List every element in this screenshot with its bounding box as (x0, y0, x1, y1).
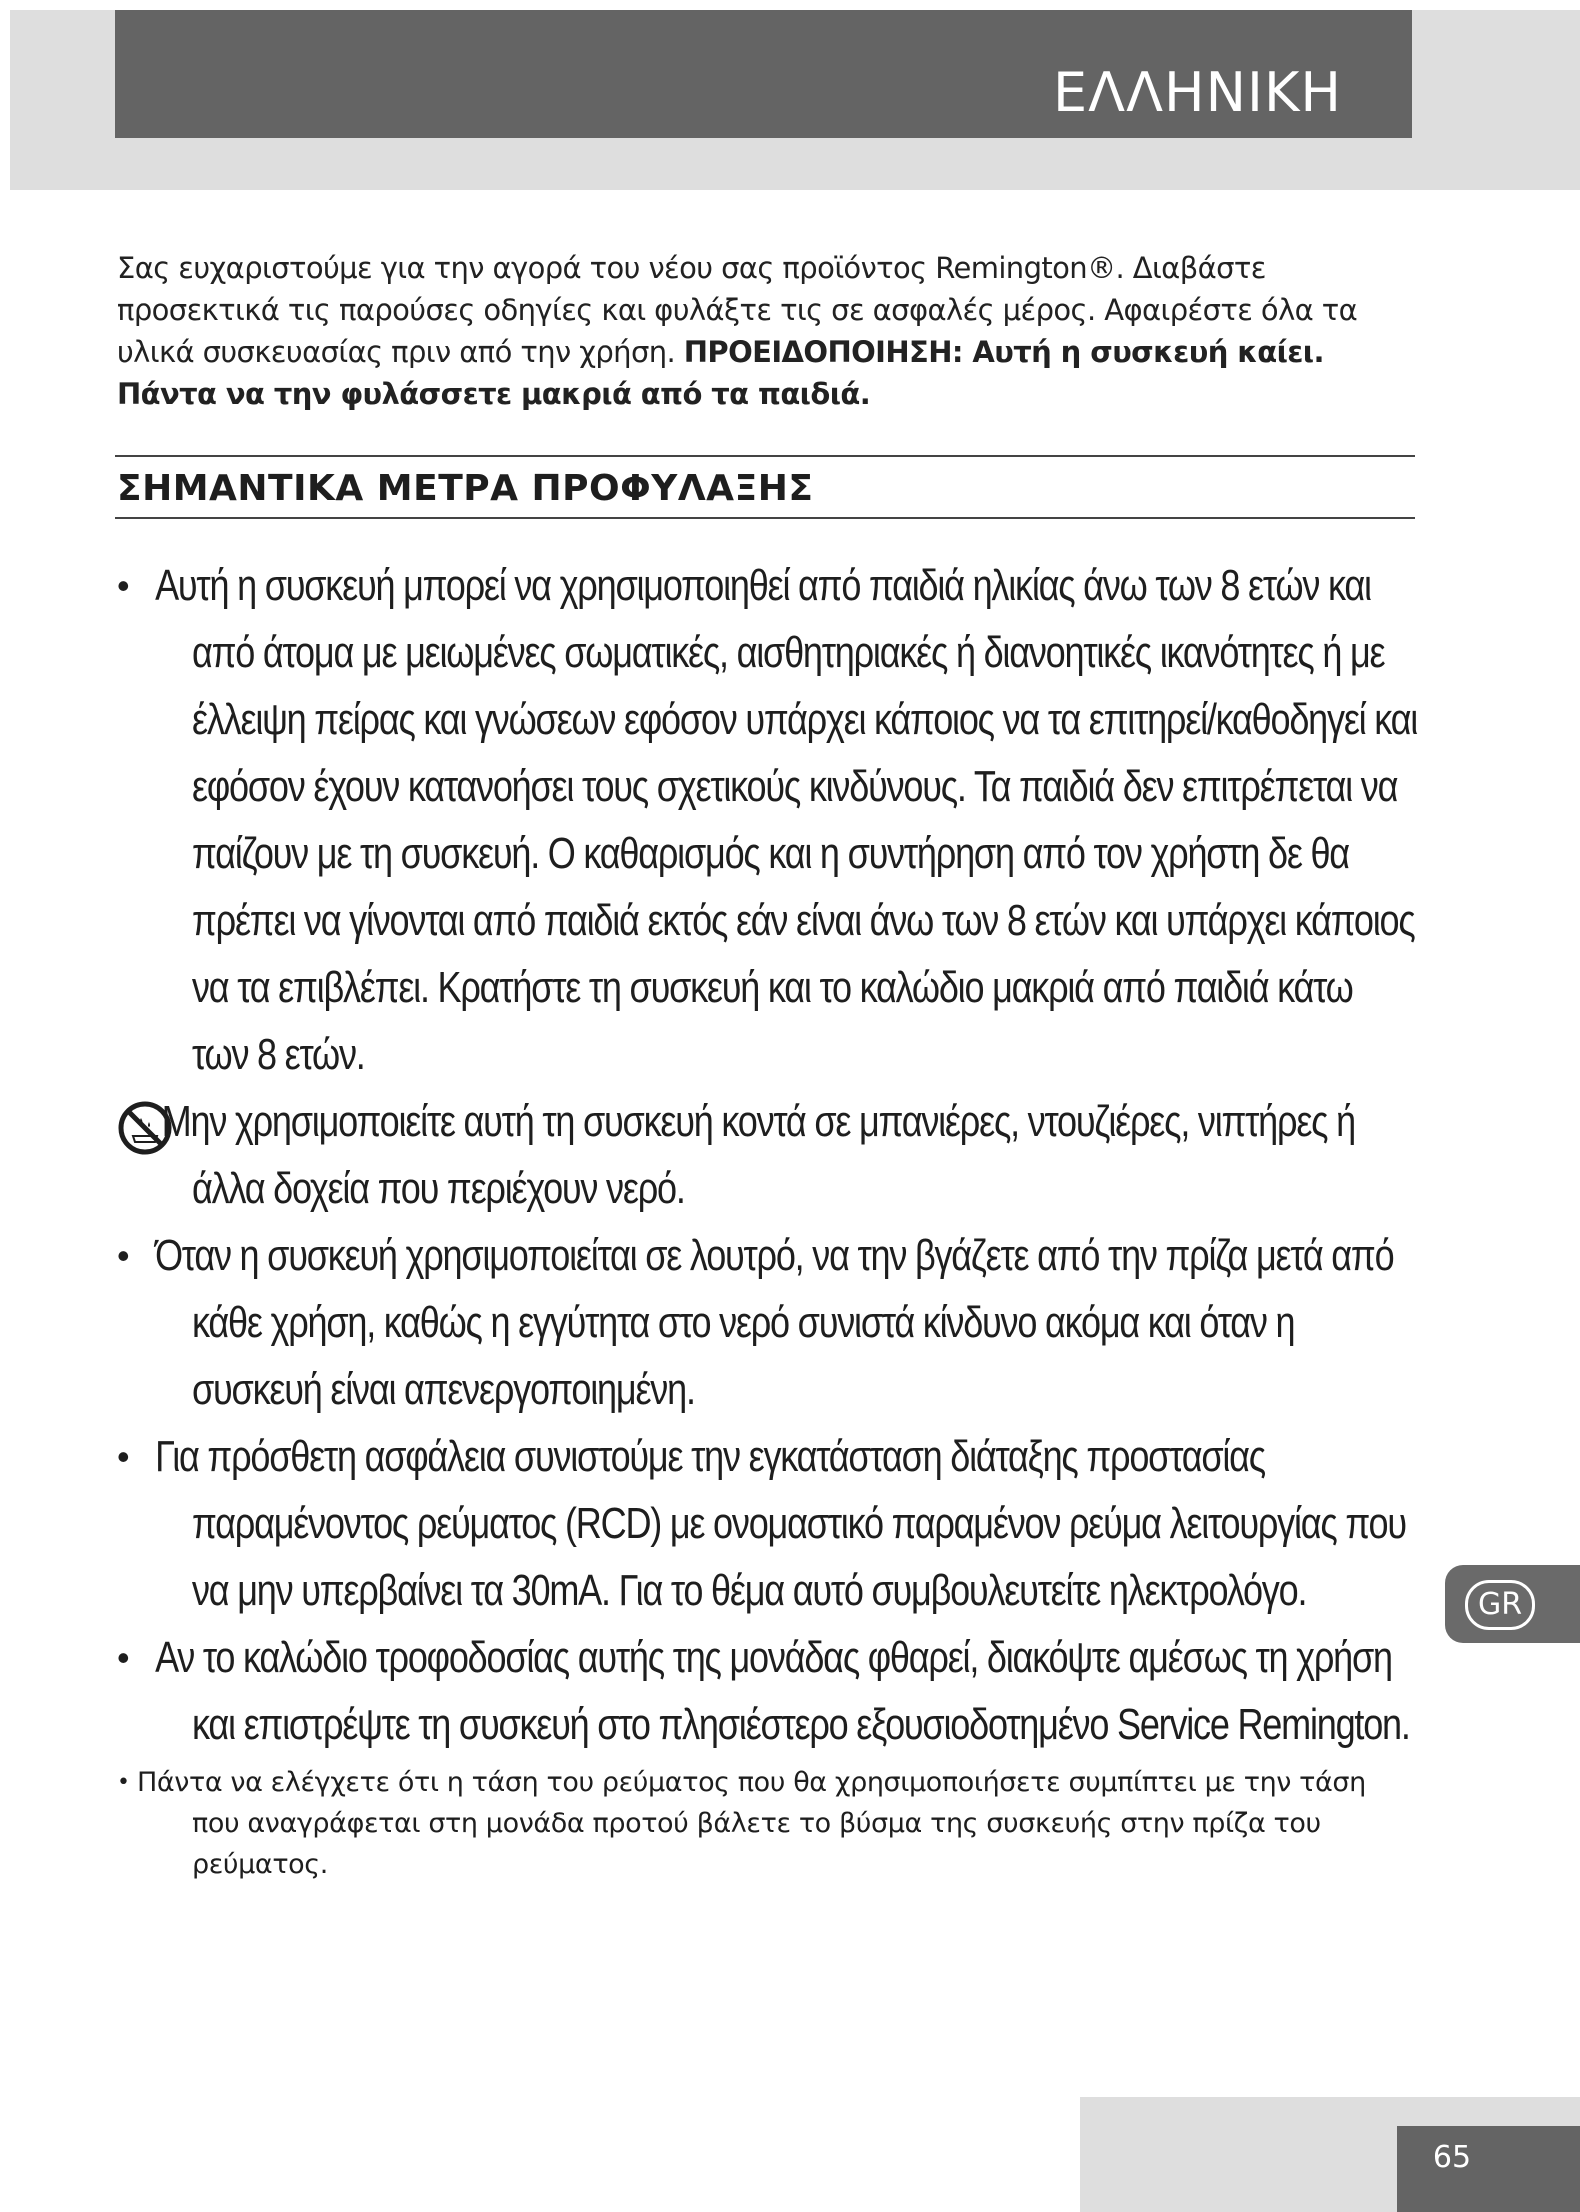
safety-list (117, 552, 1417, 1885)
list-item (117, 552, 1417, 1088)
section-title: ΣΗΜΑΝΤΙΚΑ ΜΕΤΡΑ ΠΡΟΦΥΛΑΞΗΣ (117, 468, 814, 509)
list-item (117, 1624, 1417, 1758)
section-rule-top (115, 455, 1415, 457)
language-title: ΕΛΛΗΝΙΚΗ (1053, 61, 1342, 124)
bullet: • (117, 1770, 130, 1795)
language-badge: GR (1465, 1580, 1535, 1630)
language-tab (1445, 1565, 1580, 1643)
intro-paragraph (117, 247, 1417, 415)
list-item-warning (117, 1088, 1417, 1222)
list-item-text: Αν το καλώδιο τροφοδοσίας αυτής της μονάδας φθαρεί, διακόψτε αμέσως τη χρήση και επιστρέψτε τη συσκευή στο πλησιέστερο εξουσιοδοτημένο Service Remington. (155, 1633, 1410, 1749)
intro-warning: ΠΡΟΕΙΔΟΠΟΙΗΣΗ: Αυτή η συσκευή καίει. Πάντα να την φυλάσσετε μακριά από τα παιδιά. (117, 335, 1324, 411)
page-number: 65 (1432, 2140, 1472, 2175)
list-item (117, 1423, 1417, 1624)
list-item-text: Αυτή η συσκευή μπορεί να χρησιμοποιηθεί από παιδιά ηλικίας άνω των 8 ετών και από άτομα με μειωμένες σωματικές, αισθητηριακές ή διανοητικές ικανότητες ή με έλλειψη πείρας και γνώσεων εφόσον υπάρχει κάποιος να τα επιτηρεί/καθοδηγεί και εφόσον έχουν κατανοήσει τους σχετικούς κινδύνους. Τα παιδιά δεν επιτρέπεται να παίζουν με τη συσκευή. Ο καθαρισμός και η συντήρηση από τον χρήστη δε θα πρέπει να γίνονται από παιδιά εκτός εάν είναι άνω των 8 ετών και υπάρχει κάποιος να τα επιβλέπει. Κρατήστε τη συσκευή και το καλώδιο μακριά από παιδιά κάτω των 8 ετών. (155, 561, 1418, 1079)
list-item (117, 1762, 1417, 1885)
footer-box (1397, 2126, 1580, 2212)
intro-text: Σας ευχαριστούμε για την αγορά του νέου σας προϊόντος Remington®. Διαβάστε προσεκτικά τις παρούσες οδηγίες και φυλάξτε τις σε ασφαλές μέρος. Αφαιρέστε όλα τα υλικά συσκευασίας πριν από την χρήση. (117, 251, 1358, 369)
bullet: • (117, 1637, 129, 1678)
list-item-text: Όταν η συσκευή χρησιμοποιείται σε λουτρό, να την βγάζετε από την πρίζα μετά από κάθε χρήση, καθώς η εγγύτητα στο νερό συνιστά κίνδυνο ακόμα και όταν η συσκευή είναι απενεργοποιημένη. (155, 1231, 1394, 1414)
bullet: • (117, 1436, 129, 1477)
bullet: • (117, 565, 129, 606)
list-item-text: Πάντα να ελέγχετε ότι η τάση του ρεύματος που θα χρησιμοποιήσετε συμπίπτει με την τάση που αναγράφεται στη μονάδα προτού βάλετε το βύσμα της συσκευής στην πρίζα του ρεύματος. (137, 1767, 1366, 1880)
list-item (117, 1222, 1417, 1423)
list-item-text: Μην χρησιμοποιείτε αυτή τη συσκευή κοντά σε μπανιέρες, ντουζιέρες, νιπτήρες ή άλλα δοχεία που περιέχουν νερό. (161, 1097, 1355, 1213)
header-bar (115, 10, 1412, 138)
list-item-text: Για πρόσθετη ασφάλεια συνιστούμε την εγκατάσταση διάταξης προστασίας παραμένοντος ρεύματος (RCD) με ονομαστικό παραμένον ρεύμα λειτουργίας που να μην υπερβαίνει τα 30mA. Για το θέμα αυτό συμβουλευτείτε ηλεκτρολόγο. (155, 1432, 1406, 1615)
bullet: • (117, 1235, 129, 1276)
section-rule-bottom (115, 517, 1415, 519)
